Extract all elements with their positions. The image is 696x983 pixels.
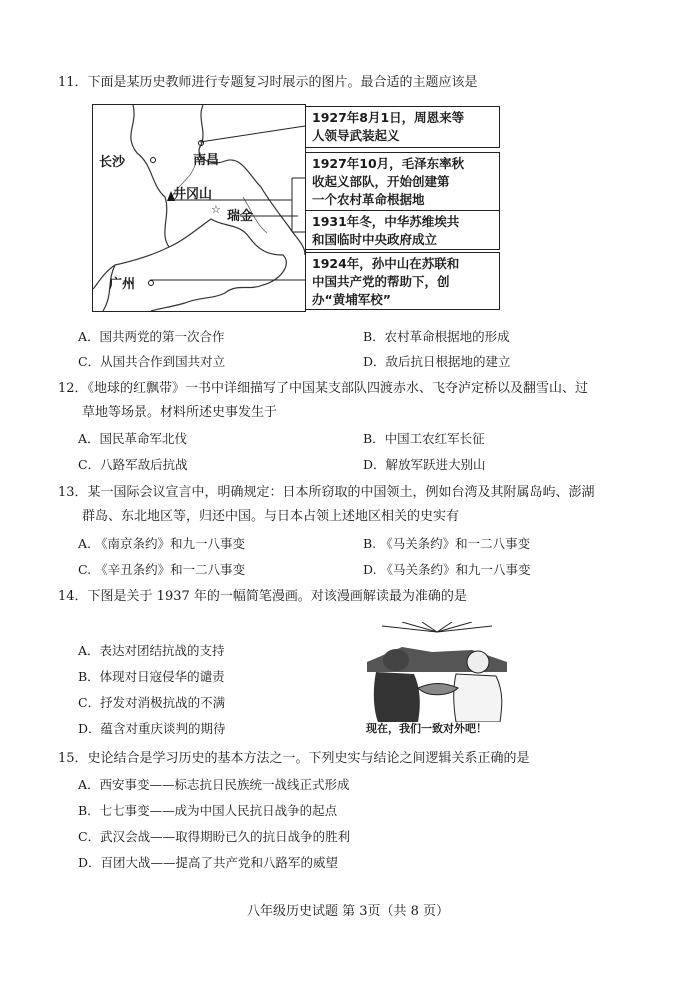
q14-option-a[interactable]: A．表达对团结抗战的支持 (78, 643, 225, 658)
map-label-guangzhou: 广州 (109, 277, 136, 292)
q11-stem: 11．下面是某历史教师进行专题复习时展示的图片。最合适的主题应该是 (58, 75, 478, 90)
q12-stem-line2: 草地等场景。材料所述史事发生于 (82, 405, 278, 420)
q11-option-c[interactable]: C．从国共合作到国共对立 (78, 354, 226, 369)
q14-option-c[interactable]: C．抒发对消极抗战的不满 (78, 695, 226, 710)
q12-option-c[interactable]: C．八路军敌后抗战 (78, 457, 188, 472)
q15-option-c[interactable]: C．武汉会战——取得期盼已久的抗日战争的胜利 (78, 829, 351, 844)
q11-option-a[interactable]: A．国共两党的第一次合作 (78, 329, 225, 344)
q15-stem: 15．史论结合是学习历史的基本方法之一。下列史实与结论之间逻辑关系正确的是 (58, 751, 530, 766)
q11-box-2: 1927年10月，毛泽东率秋 收起义部队，开始创建第 一个农村革命根据地 (305, 152, 500, 212)
q13-option-c[interactable]: C. 《辛丑条约》和一二八事变 (78, 562, 246, 577)
q12-option-a[interactable]: A．国民革命军北伐 (78, 431, 188, 446)
q13-option-a[interactable]: A. 《南京条约》和九一八事变 (78, 536, 245, 551)
q11-option-d[interactable]: D．敌后抗日根据地的建立 (363, 354, 511, 369)
q11-box-4: 1924年，孙中山在苏联和 中国共产党的帮助下，创 办“黄埔军校” (305, 252, 500, 310)
svg-text:☆: ☆ (211, 203, 221, 216)
q14-option-d[interactable]: D．蕴含对重庆谈判的期待 (78, 721, 226, 736)
q14-option-b[interactable]: B．体现对日寇侵华的谴责 (78, 669, 225, 684)
q11-option-b[interactable]: B．农村革命根据地的形成 (363, 329, 510, 344)
q14-cartoon-caption: 现在，我们一致对外吧！ (366, 722, 487, 735)
map-label-nanchang: 南昌 (193, 153, 220, 168)
map-label-ruijin: 瑞金 (227, 209, 254, 224)
q12-stem-line1: 12．《地球的红飘带》一书中详细描写了中国某支部队四渡赤水、飞夺泸定桥以及翻雪山、过 (58, 381, 589, 396)
q13-option-d[interactable]: D. 《马关条约》和九一八事变 (363, 562, 531, 577)
q14-stem: 14．下图是关于 1937 年的一幅简笔漫画。对该漫画解读最为准确的是 (58, 589, 467, 604)
q11-box-1: 1927年8月1日，周恩来等 人领导武装起义 (305, 106, 500, 148)
page-footer: 八年级历史试题 第 3页（共 8 页） (246, 904, 450, 919)
q12-option-d[interactable]: D．解放军跃进大别山 (363, 457, 486, 472)
q15-option-b[interactable]: B．七七事变——成为中国人民抗日战争的起点 (78, 803, 338, 818)
q13-stem-line2: 群岛、东北地区等，归还中国。与日本占领上述地区相关的史实有 (82, 509, 460, 524)
map-label-jinggangshan: 井冈山 (173, 187, 213, 202)
q15-option-d[interactable]: D．百团大战——提高了共产党和八路军的威望 (78, 855, 339, 870)
q13-stem-line1: 13．某一国际会议宣言中，明确规定：日本所窃取的中国领土，例如台湾及其附属岛屿、澎湖 (58, 485, 595, 500)
q13-option-b[interactable]: B. 《马关条约》和一二八事变 (363, 536, 531, 551)
map-label-changsha: 长沙 (99, 155, 126, 170)
q12-option-b[interactable]: B．中国工农红军长征 (363, 431, 485, 446)
q11-box-3: 1931年冬，中华苏维埃共 和国临时中央政府成立 (305, 210, 500, 250)
cartoon-drawing (362, 622, 512, 722)
q15-option-a[interactable]: A．西安事变——标志抗日民族统一战线正式形成 (78, 777, 350, 792)
